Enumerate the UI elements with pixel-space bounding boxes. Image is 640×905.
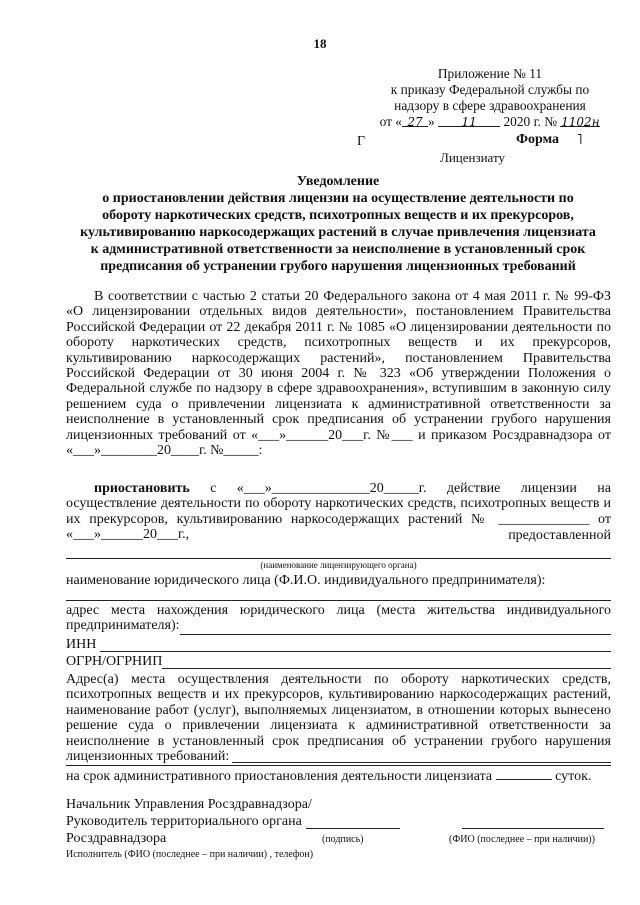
inn-label: ИНН bbox=[66, 637, 97, 652]
executor-caption: Исполнитель (ФИО (последнее – при наличии) , телефон) bbox=[66, 849, 314, 860]
organ-line bbox=[66, 558, 611, 559]
bracket-right: ˥ bbox=[577, 133, 583, 148]
ogrn-label: ОГРН/ОГРНИП bbox=[66, 654, 163, 669]
signature-caption: (подпись) bbox=[322, 834, 364, 845]
ogrn-field[interactable] bbox=[162, 668, 611, 669]
order-day: 27 bbox=[402, 114, 428, 127]
inn-field[interactable] bbox=[100, 651, 611, 652]
order-month: 11 bbox=[438, 114, 500, 127]
signature-field[interactable] bbox=[306, 828, 400, 829]
activity-address-line2 bbox=[66, 765, 611, 766]
addressee: Лицензиату bbox=[440, 150, 505, 165]
fio-caption: (ФИО (последнее – при наличии)) bbox=[449, 834, 595, 845]
appendix-line1: Приложение № 11 bbox=[437, 66, 543, 81]
signer-title-1: Начальник Управления Росздравнадзора/ bbox=[66, 797, 312, 812]
signer-title-2: Руководитель территориального органа bbox=[66, 814, 302, 829]
paragraph-suspend: приостановить с «___»______________20_____г. действие лицензии на осуществление деятельности по обороту наркотических средств, психотропных веществ и их прекурсоров, культивированию наркосодержащих растений № _____________ от «___»______20___г., bbox=[66, 481, 611, 543]
suspend-keyword: приостановить bbox=[94, 481, 190, 496]
granted-by: предоставленной bbox=[508, 528, 611, 543]
activity-address-field[interactable] bbox=[232, 762, 611, 763]
appendix-line2: к приказу Федеральной службы по bbox=[390, 82, 590, 97]
fio-field[interactable] bbox=[462, 828, 604, 829]
appendix-date: от « 27 » 11 2020 г. № 1102н bbox=[379, 114, 600, 129]
paragraph-basis: В соответствии с частью 2 статьи 20 Федерального закона от 4 мая 2011 г. № 99-ФЗ «О лицензировании отдельных видов деятельности», постановлением Правительства Российской Федерации от 22 декабря 2011 г. № 1085 «О лицензировании деятельности по обороту наркотических средств, психотропных веществ и их прекурсоров, культивированию наркосодержащих растений», постановлением Правительства Российской Федерации от 30 июня 2004 г. № 323 «Об утверждении Положения о Федеральной службе по надзору в сфере здравоохранения», вступившим в законную силу решением суда о привлечении лицензиата к административной ответственности за неисполнение в установленный срок предписания об устранении грубого нарушения лицензионных требований от «___»______20___г. №___ и приказом Росздравнадзора от «___»________20____г. №_____: bbox=[66, 289, 611, 459]
term-line: на срок административного приостановления деятельности лицензиата суток. bbox=[66, 769, 592, 784]
appendix-line3: надзору в сфере здравоохранения bbox=[394, 98, 586, 113]
appendix-header bbox=[370, 66, 610, 130]
legal-name-field[interactable] bbox=[66, 600, 611, 601]
order-number: 1102н bbox=[561, 115, 600, 129]
signer-title-3: Росздравнадзора bbox=[66, 831, 167, 846]
bracket-left: Г bbox=[357, 134, 366, 149]
address-field[interactable] bbox=[180, 634, 611, 635]
activity-address-label: Адрес(а) места осуществления деятельности по обороту наркотических средств, психотропных веществ и их прекурсоров, культивированию наркосодержащих растений, наименование работ (услуг), выполняемых лицензиатом, в отношении которых вынесено решение суда о привлечении лицензиата к административной ответственности за неисполнение в установленный срок предписания об устранении грубого нарушения лицензионных требований: bbox=[66, 672, 611, 765]
term-days-field[interactable] bbox=[496, 767, 552, 780]
address-label: адрес места нахождения юридического лица (места жительства индивидуального предпринимателя): bbox=[66, 603, 611, 634]
document-title: Уведомление о приостановлении действия лицензии на осуществление деятельности по обороту наркотических средств, психотропных веществ и их прекурсоров, культивированию наркосодержащих растений в случае привлечения лицензиата к административной ответственности за неисполнение в установленный срок предписания об устранении грубого нарушения лицензионных требований bbox=[80, 174, 596, 274]
form-label: Форма bbox=[516, 132, 560, 147]
legal-name-label: наименование юридического лица (Ф.И.О. индивидуального предпринимателя): bbox=[66, 573, 546, 588]
page-number: 18 bbox=[313, 36, 327, 51]
organ-caption: (наименование лицензирующего органа) bbox=[260, 560, 417, 570]
